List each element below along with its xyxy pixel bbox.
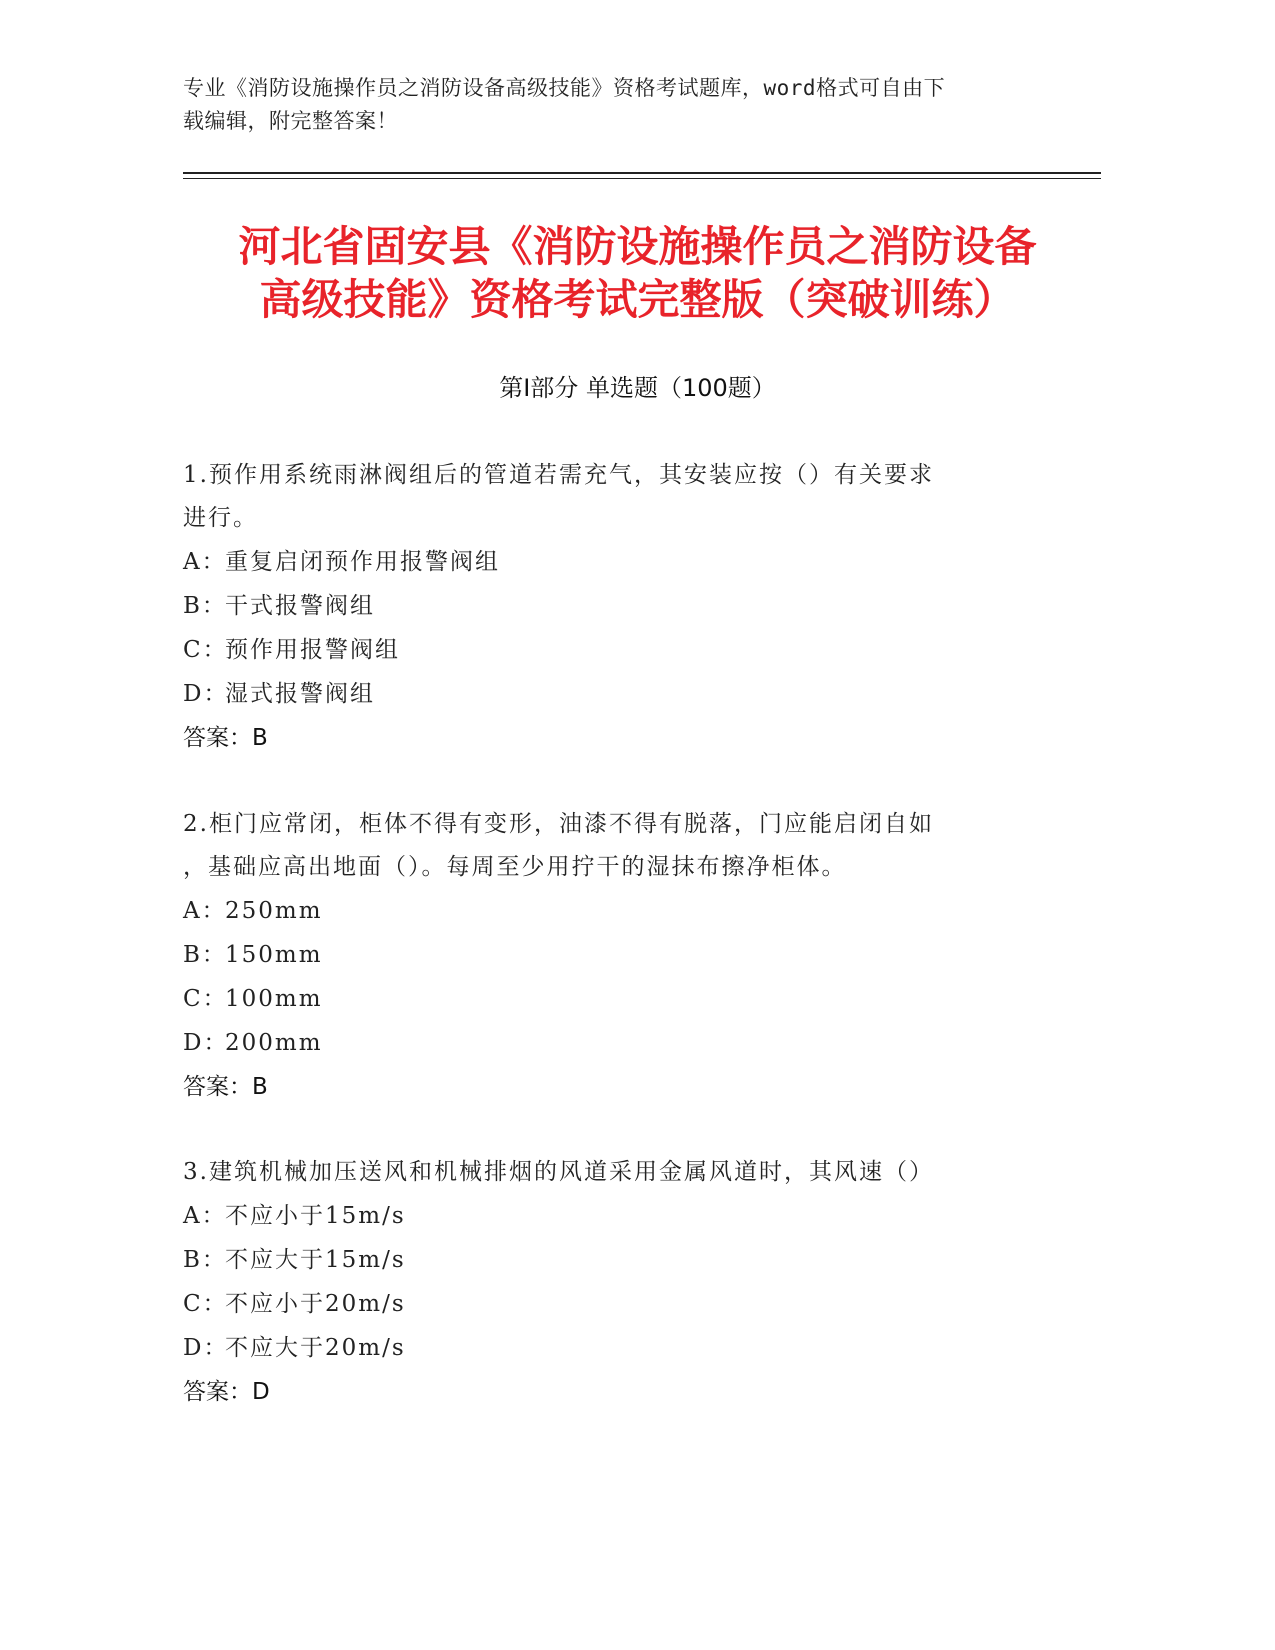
option-letter: D：: [183, 1030, 229, 1056]
option-letter: C：: [183, 986, 228, 1012]
option-d: [183, 1326, 1063, 1370]
document-title-line-1: 河北省固安县《消防设施操作员之消防设备: [238, 222, 1037, 271]
section-title: 第Ⅰ部分 单选题（100题）: [499, 374, 776, 402]
document-title-line-2: 高级技能》资格考试完整版（突破训练）: [259, 275, 1016, 324]
option-b: [183, 1238, 1063, 1282]
option-letter: A：: [183, 1203, 227, 1229]
question-stem-line-2: 进行。: [183, 505, 258, 531]
question-stem-line-2: ，基础应高出地面（）。每周至少用拧干的湿抹布擦净柜体。: [183, 854, 847, 880]
option-text: 预作用报警阀组: [225, 637, 400, 663]
option-text: 不应大于15m/s: [225, 1247, 406, 1273]
option-b: [183, 584, 1063, 628]
option-text: 100mm: [225, 986, 323, 1012]
option-text: 不应小于20m/s: [225, 1291, 406, 1317]
option-letter: A：: [183, 549, 227, 575]
option-letter: C：: [183, 1291, 228, 1317]
question-stem-line-1: 1.预作用系统雨淋阀组后的管道若需充气，其安装应按（）有关要求: [183, 462, 934, 488]
header-note: [183, 72, 1083, 138]
question-2: [183, 803, 1063, 1109]
option-letter: B：: [183, 593, 227, 619]
document-title: [150, 220, 1125, 326]
option-d: [183, 672, 1063, 716]
option-text: 重复启闭预作用报警阀组: [225, 549, 500, 575]
question-1: [183, 454, 1063, 760]
question-3: [183, 1151, 1063, 1414]
option-c: [183, 977, 1063, 1021]
header-note-line-1: 专业《消防设施操作员之消防设备高级技能》资格考试题库，word格式可自由下: [183, 76, 946, 100]
option-text: 不应大于20m/s: [225, 1335, 406, 1361]
option-text: 250mm: [225, 898, 323, 924]
option-c: [183, 628, 1063, 672]
option-text: 湿式报警阀组: [225, 681, 375, 707]
option-text: 150mm: [225, 942, 323, 968]
option-letter: C：: [183, 637, 228, 663]
option-a: [183, 540, 1063, 584]
option-b: [183, 933, 1063, 977]
answer: 答案：D: [183, 1379, 270, 1405]
option-letter: D：: [183, 681, 229, 707]
answer: 答案：B: [183, 725, 268, 751]
option-text: 200mm: [225, 1030, 323, 1056]
option-letter: D：: [183, 1335, 229, 1361]
option-c: [183, 1282, 1063, 1326]
option-letter: B：: [183, 942, 227, 968]
header-divider-thin: [183, 178, 1101, 179]
option-a: [183, 1194, 1063, 1238]
header-note-line-2: 载编辑，附完整答案！: [183, 109, 398, 133]
question-stem-line-1: 2.柜门应常闭，柜体不得有变形，油漆不得有脱落，门应能启闭自如: [183, 811, 934, 837]
option-letter: A：: [183, 898, 227, 924]
option-text: 不应小于15m/s: [225, 1203, 406, 1229]
option-a: [183, 889, 1063, 933]
answer: 答案：B: [183, 1074, 268, 1100]
option-text: 干式报警阀组: [225, 593, 375, 619]
header-divider-thick: [183, 172, 1101, 174]
option-d: [183, 1021, 1063, 1065]
question-stem-line-1: 3.建筑机械加压送风和机械排烟的风道采用金属风道时，其风速（）: [183, 1159, 934, 1185]
option-letter: B：: [183, 1247, 227, 1273]
